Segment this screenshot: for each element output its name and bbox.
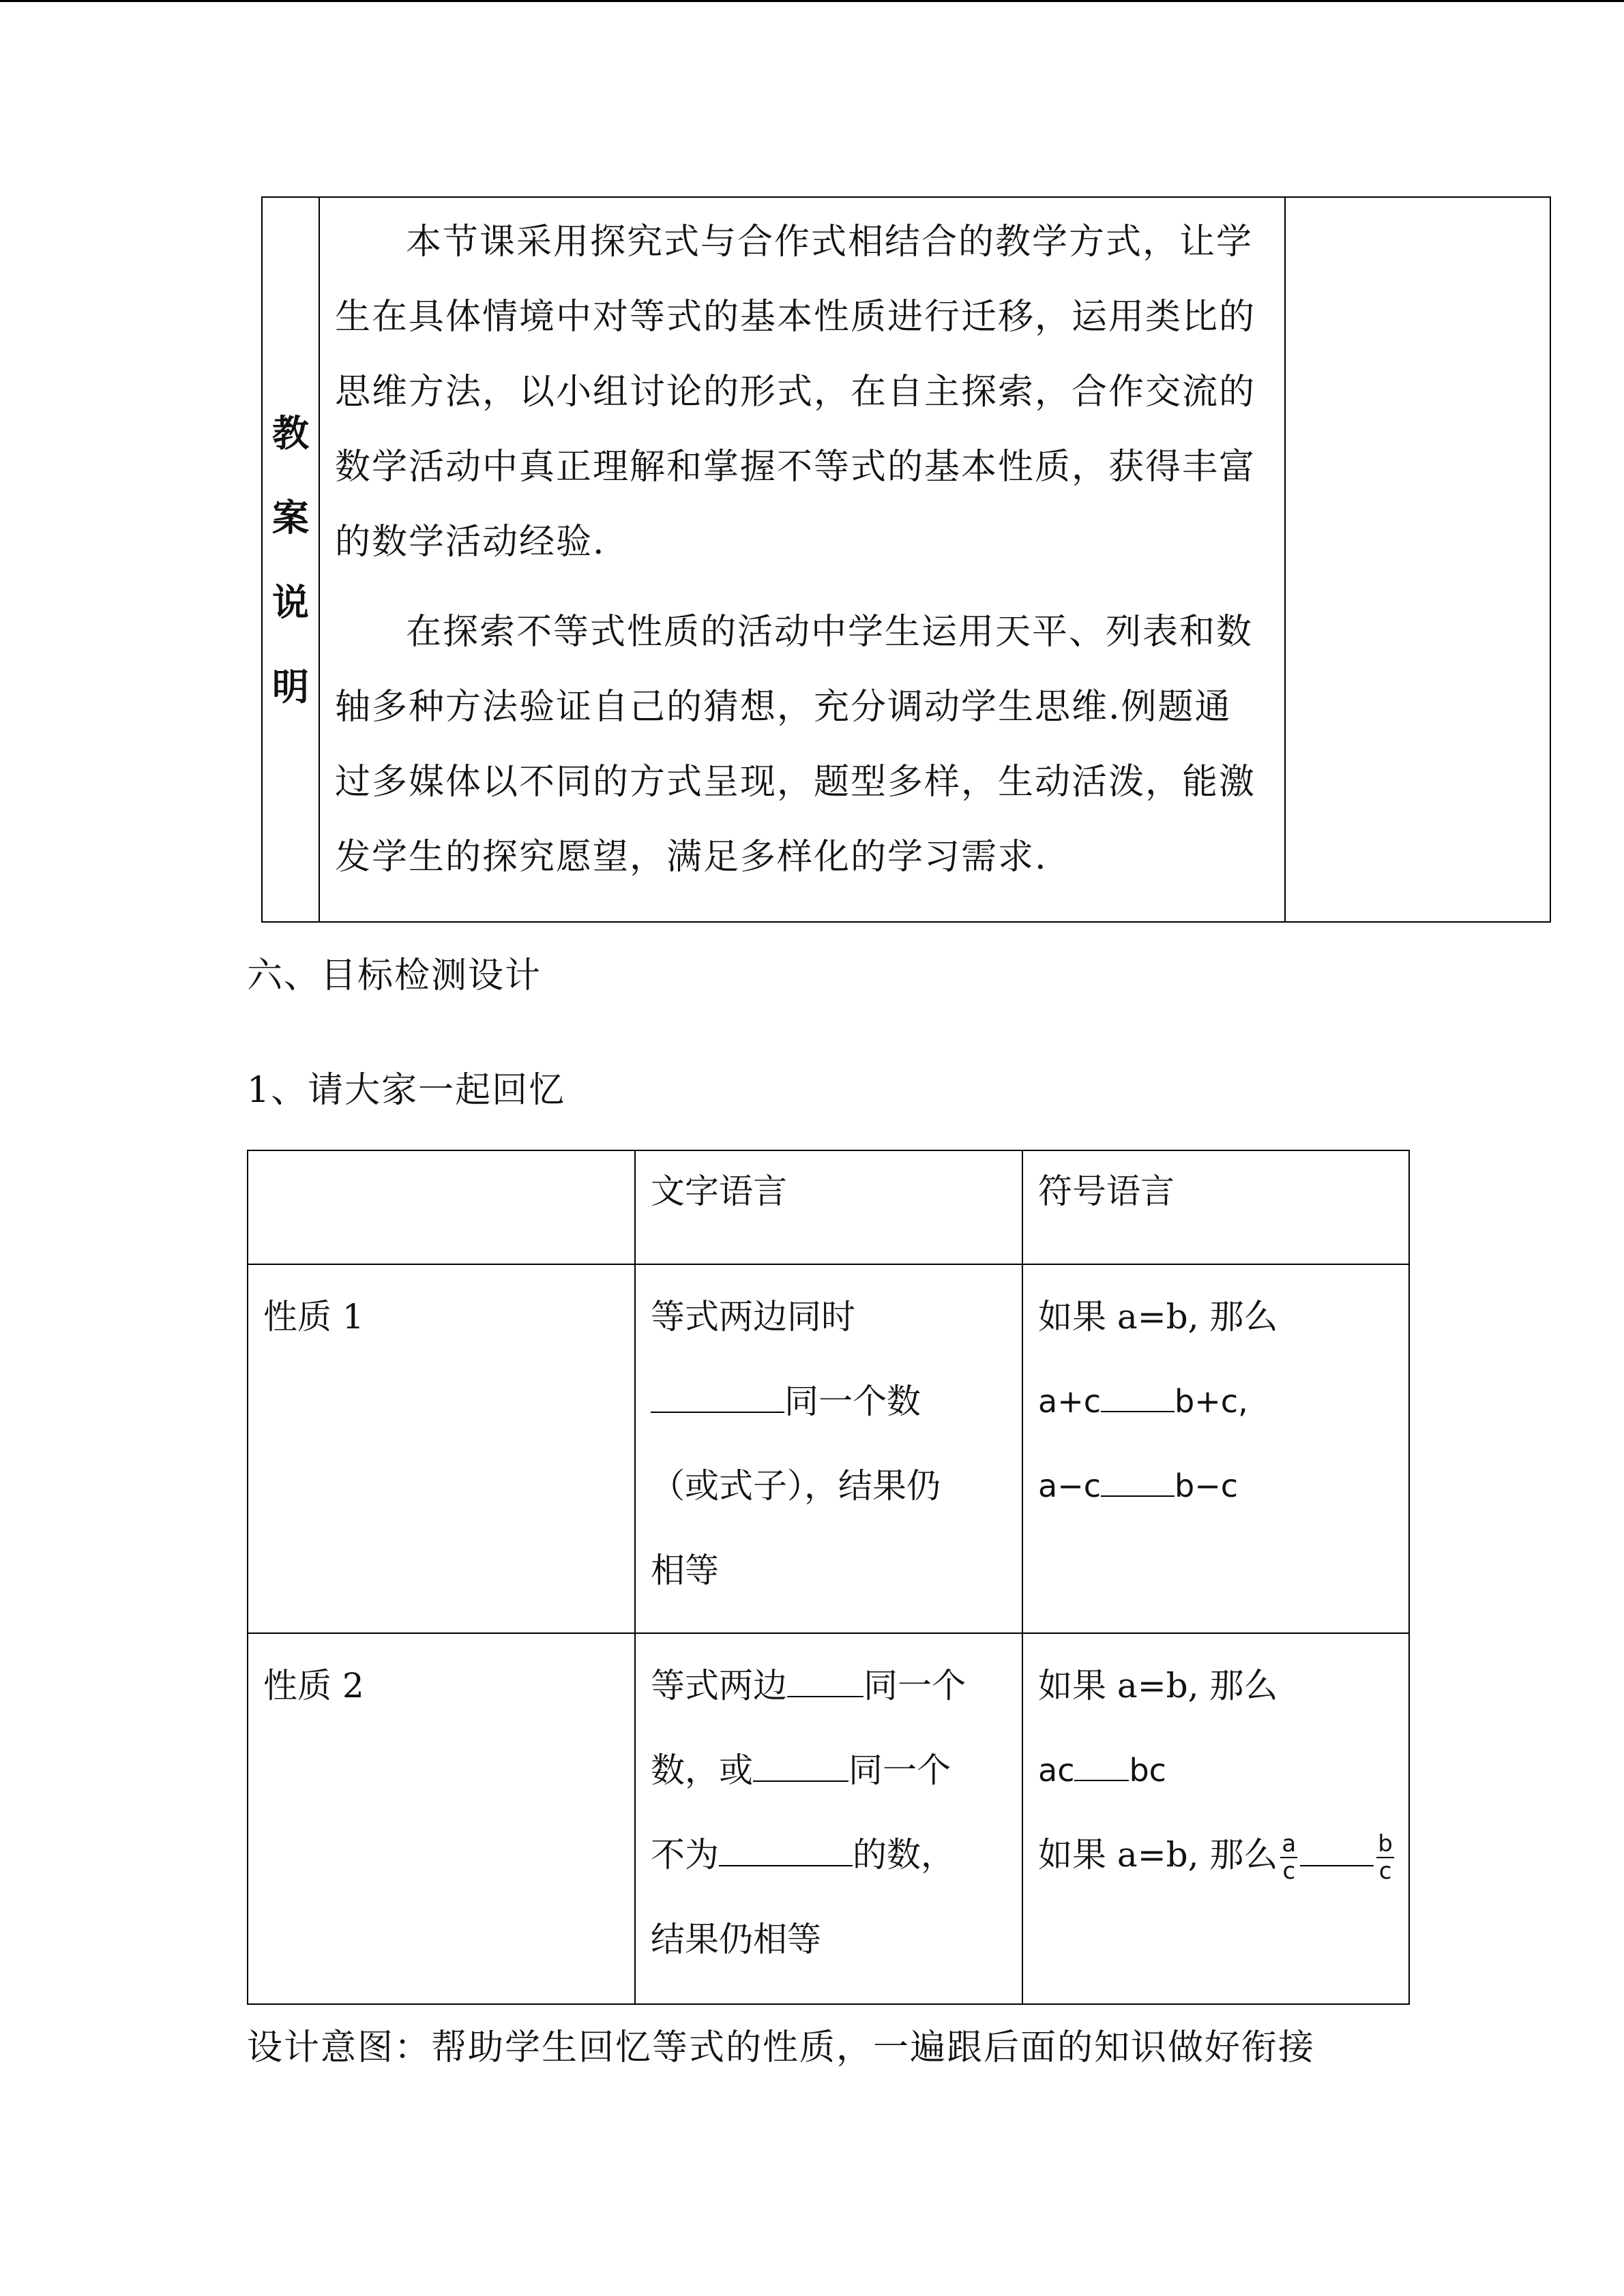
lesson-notes-paragraph-2: 在探索不等式性质的活动中学生运用天平、列表和数轴多种方法验证自己的猜想，充分调动学生思维.例题通过多媒体以不同的方式呈现，题型多样，生动活泼，能激发学生的探究愿望，满足多样化的学习需求. [335,612,1256,878]
lesson-notes-empty-cell [1285,197,1550,922]
row1-text-cell: 等式两边同时 同一个数 （或式子），结果仍 相等 [635,1264,1022,1633]
lesson-notes-paragraph-1: 本节课采用探究式与合作式相结合的教学方式，让学生在具体情境中对等式的基本性质进行迁移，运用类比的思维方法，以小组讨论的形式，在自主探索，合作交流的数学活动中真正理解和掌握不等式的基本性质，获得丰富的数学活动经验. [335,222,1256,563]
section-heading: 六、目标检测设计 [247,955,542,996]
table-row [248,1633,1409,2004]
lesson-notes-label: 教 案 说 明 [272,411,309,709]
fill-blank[interactable] [1300,1834,1374,1866]
row2-name-cell [248,1633,635,2004]
fill-blank[interactable] [787,1665,863,1697]
table-header-row [248,1150,1409,1264]
property-2-label: 性质 2 [263,1666,364,1705]
property-1-label: 性质 1 [263,1297,364,1337]
lesson-notes-label-cell [262,197,319,922]
page-top-rule [0,0,1624,2]
table-row [248,1264,1409,1633]
row2-symbol-cell: 如果 a=b, 那么 ac bc 如果 a=b, 那么 $\frac{a}{c}$ $\frac{b}{c}$ [1022,1633,1409,2004]
header-cell-text-language: 文字语言 [635,1150,1022,1264]
lesson-notes-body [319,197,1285,922]
row1-name-cell [248,1264,635,1633]
recall-table [247,1150,1410,2005]
row2-text-cell: 等式两边 同一个 数，或 同一个 不为 的数， 结果仍相等 [635,1633,1022,2004]
fill-blank[interactable] [651,1381,784,1413]
fraction-b-over-c: $\frac{b}{c}$ [1378,1830,1393,1885]
fill-blank[interactable] [753,1750,848,1782]
fill-blank[interactable] [1101,1383,1175,1412]
question-heading: 1、请大家一起回忆 [247,1070,566,1111]
fraction-a-over-c: $\frac{a}{c}$ [1282,1830,1297,1885]
design-intent: 设计意图：帮助学生回忆等式的性质，一遍跟后面的知识做好衔接 [247,2027,1316,2068]
lesson-notes-table [261,196,1551,923]
fill-blank[interactable] [719,1834,853,1866]
row1-symbol-cell: 如果 a=b, 那么 a+c b+c, a−c b−c [1022,1264,1409,1633]
header-cell-symbol-language: 符号语言 [1022,1150,1409,1264]
header-cell-empty [248,1150,635,1264]
fill-blank[interactable] [1101,1467,1175,1497]
fill-blank[interactable] [1074,1752,1129,1781]
